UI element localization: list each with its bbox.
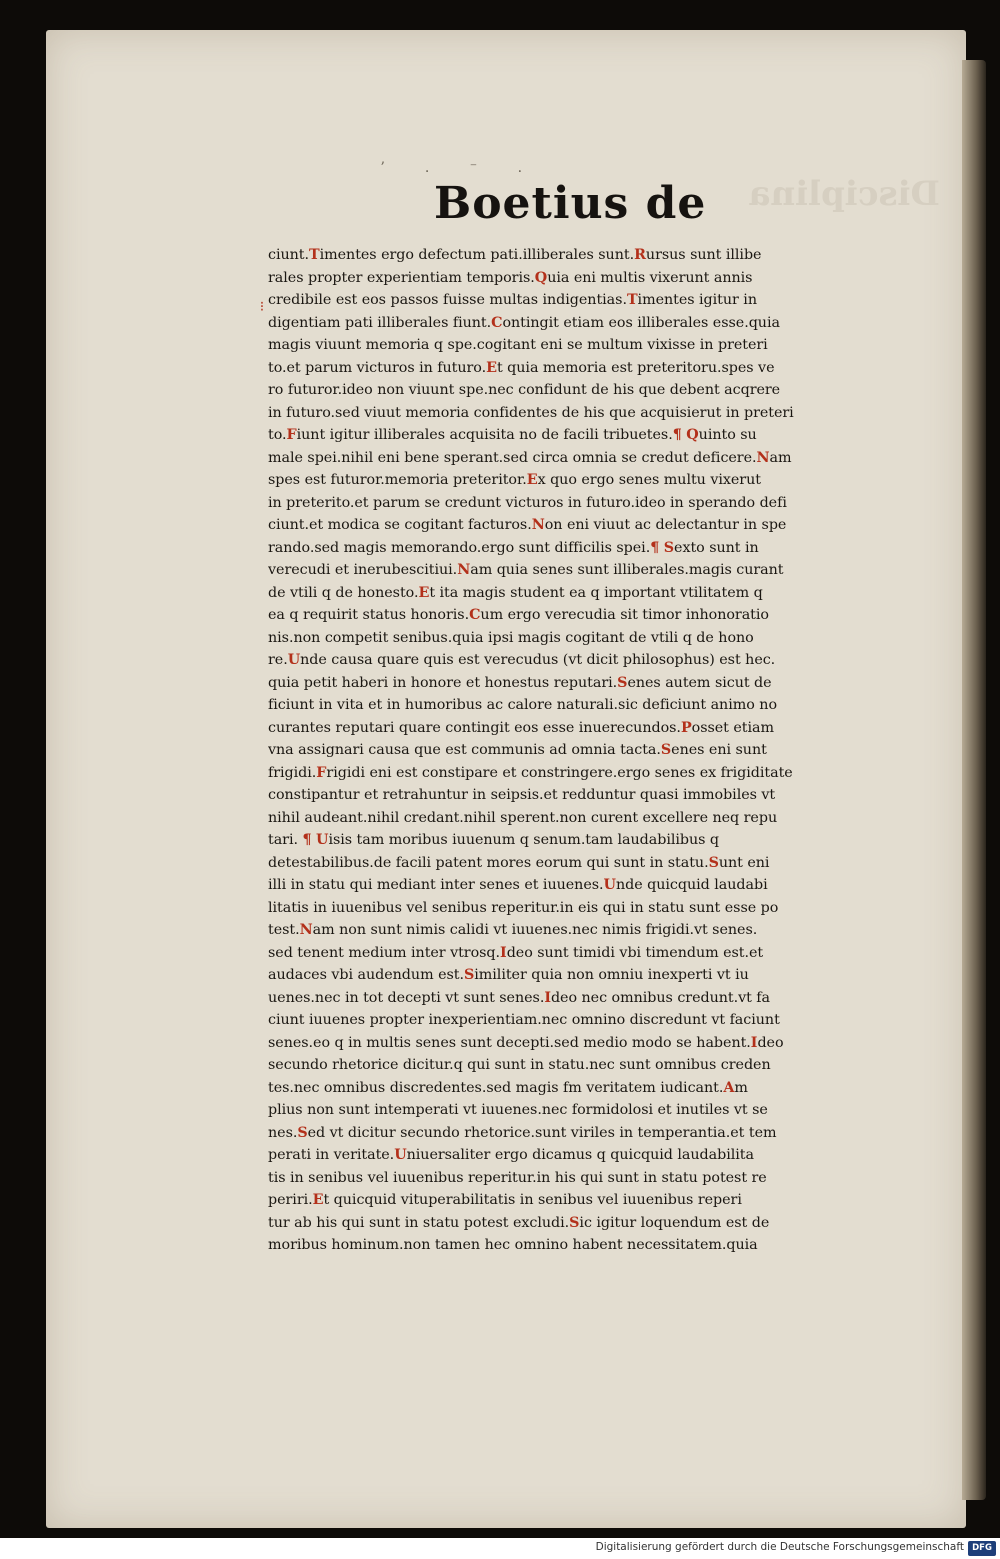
text-line [268,447,904,470]
text-line-content: vna assignari causa que est communis ad omnia tacta.Senes eni sunt [268,742,767,758]
text-line-content: nis.non competit senibus.quia ipsi magis cogitant de vtili q de hono [268,629,754,646]
text-line [268,919,904,942]
text-line-content: in futuro.sed viuut memoria confidentes de his que acquisierut in preteri [268,404,794,421]
dfg-logo: DFG [968,1541,996,1556]
text-line [268,1234,904,1257]
text-line-content: de vtili q de honesto.Et ita magis student ea q important vtilitatem q [268,584,763,601]
text-line-content: secundo rhetorice dicitur.q qui sunt in statu.nec sunt omnibus creden [268,1057,771,1073]
text-line-content: audaces vbi audendum est.Similiter quia non omniu inexperti vt iu [268,967,749,983]
text-line-content: rales propter experientiam temporis.Quia eni multis vixerunt annis [268,269,753,286]
text-line-content: digentiam pati illiberales fiunt.Contingit etiam eos illiberales esse.quia [268,314,780,331]
text-line [268,1077,904,1100]
text-line [268,1167,904,1190]
text-line [268,289,904,312]
text-line-content: magis viuunt memoria q spe.cogitant eni se multum vixisse in preteri [268,337,768,353]
text-line-content: to.Fiunt igitur illiberales acquisita no de facili tribuetes.¶ Quinto su [268,427,757,443]
text-line-content: rando.sed magis memorando.ergo sunt difficilis spei.¶ Sexto sunt in [268,539,759,556]
text-line-content: perati in veritate.Uniuersaliter ergo dicamus q quicquid laudabilita [268,1147,754,1163]
text-line [268,537,904,560]
text-line-content: ciunt.Timentes ergo defectum pati.illiberales sunt.Rursus sunt illibe [268,247,762,263]
text-line-content: ficiunt in vita et in humoribus ac calore naturali.sic deficiunt animo no [268,697,778,713]
text-line [268,762,904,785]
text-column [268,244,904,1256]
text-line [268,1032,904,1055]
text-line-content: tari. ¶ Uisis tam moribus iuuenum q senum.tam laudabilibus q [268,832,720,848]
text-line-content: credibile est eos passos fuisse multas indigentias.Timentes igitur in [268,292,757,308]
text-line [268,1054,904,1077]
text-line [268,807,904,830]
text-line-content: ciunt.et modica se cogitant facturos.Non eni viuut ac delectantur in spe [268,517,787,533]
text-line-content: nihil audeant.nihil credant.nihil sperent.non curent excellere neq repu [268,809,778,826]
text-line [268,897,904,920]
text-line-content: moribus hominum.non tamen hec omnino habent necessitatem.quia [268,1237,758,1253]
text-line-content: litatis in iuuenibus vel senibus reperitur.in eis qui in statu sunt esse po [268,899,779,916]
text-line [268,874,904,897]
text-line-content: verecudi et inerubescitiui.Nam quia senes sunt illiberales.magis curant [268,562,784,578]
margin-mark: ⁝ [259,299,265,315]
text-line-content: test.Nam non sunt nimis calidi vt iuuenes.nec nimis frigidi.vt senes. [268,922,758,938]
digitization-credit: Digitalisierung gefördert durch die Deutsche Forschungsgemeinschaft [595,1541,964,1553]
text-line-content: ro futuror.ideo non viuunt spe.nec confidunt de his que debent acqrere [268,382,781,398]
text-line [268,717,904,740]
text-line-content: curantes reputari quare contingit eos esse inuerecundos.Posset etiam [268,719,774,736]
text-line-content: sed tenent medium inter vtrosq.Ideo sunt timidi vbi timendum est.et [268,944,764,961]
text-line [268,1189,904,1212]
text-line [268,1099,904,1122]
text-line [268,649,904,672]
text-line [268,627,904,650]
text-line-content: tur ab his qui sunt in statu potest excludi.Sic igitur loquendum est de [268,1214,770,1231]
text-line [268,942,904,965]
show-through-text: Disciplina [748,174,940,214]
text-line-content: senes.eo q in multis senes sunt decepti.sed medio modo se habent.Ideo [268,1034,784,1051]
text-line [268,514,904,537]
text-line-content: illi in statu qui mediant inter senes et iuuenes.Unde quicquid laudabi [268,877,768,893]
text-line [268,672,904,695]
text-line-content: spes est futuror.memoria preteritor.Ex quo ergo senes multu vixerut [268,472,761,488]
text-line [268,312,904,335]
text-line [268,694,904,717]
text-line [268,559,904,582]
running-head: Boetius de [434,178,707,229]
text-line-content: tis in senibus vel iuuenibus reperitur.in his qui sunt in statu potest re [268,1169,767,1186]
text-line [268,1009,904,1032]
text-line [268,267,904,290]
text-line [268,334,904,357]
text-line-content: quia petit haberi in honore et honestus reputari.Senes autem sicut de [268,674,772,691]
text-line [268,424,904,447]
text-line [268,739,904,762]
page-edge [962,60,986,1500]
text-line-content: tes.nec omnibus discredentes.sed magis fm veritatem iudicant.Am [268,1079,748,1096]
text-line [268,1122,904,1145]
text-line [268,469,904,492]
text-line-content: constipantur et retrahuntur in seipsis.et redduntur quasi immobiles vt [268,787,776,803]
text-line-content: ciunt iuuenes propter inexperientiam.nec omnino discredunt vt faciunt [268,1012,780,1028]
text-line [268,357,904,380]
text-line [268,987,904,1010]
text-line-content: periri.Et quicquid vituperabilitatis in senibus vel iuuenibus reperi [268,1192,742,1208]
text-line [268,1212,904,1235]
text-line-content: detestabilibus.de facili patent mores eorum qui sunt in statu.Sunt eni [268,854,770,871]
text-line [268,244,904,267]
signature-marks: ʼ . ⁻ . [380,160,541,176]
text-line-content: re.Unde causa quare quis est verecudus (vt dicit philosophus) est hec. [268,652,776,668]
text-line [268,964,904,987]
text-line-content: male spei.nihil eni bene sperant.sed circa omnia se credut deficere.Nam [268,449,792,466]
text-line [268,852,904,875]
text-line-content: nes.Sed vt dicitur secundo rhetorice.sunt viriles in temperantia.et tem [268,1124,777,1141]
text-line [268,1144,904,1167]
text-line-content: uenes.nec in tot decepti vt sunt senes.Ideo nec omnibus credunt.vt fa [268,989,771,1006]
text-line [268,582,904,605]
text-line [268,829,904,852]
text-line [268,402,904,425]
text-line [268,379,904,402]
text-line [268,492,904,515]
text-line [268,604,904,627]
text-line-content: in preterito.et parum se credunt victuros in futuro.ideo in sperando defi [268,494,787,511]
text-line-content: ea q requirit status honoris.Cum ergo verecudia sit timor inhonoratio [268,607,769,623]
text-line-content: to.et parum victuros in futuro.Et quia memoria est preteritoru.spes ve [268,359,775,376]
text-line-content: frigidi.Frigidi eni est constipare et constringere.ergo senes ex frigiditate [268,764,793,781]
text-line [268,784,904,807]
text-line-content: plius non sunt intemperati vt iuuenes.nec formidolosi et inutiles vt se [268,1102,768,1118]
